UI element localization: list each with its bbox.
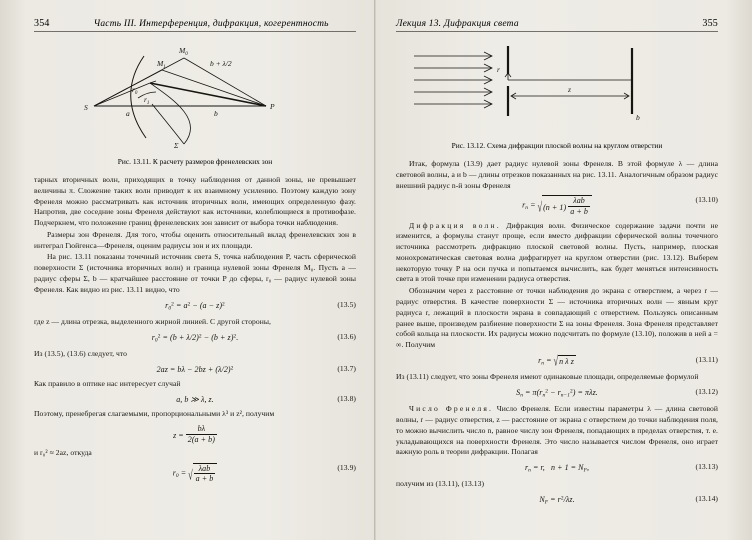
equation-13-13: $r_n = r$, $n + 1 = N_F$, (13.13) — [525, 462, 718, 474]
paragraph: Из (13.11) следует, что зоны Френеля имеют одинаковые площади, определяемые формулой — [396, 372, 699, 382]
figure-13-12 — [396, 40, 718, 136]
right-running-title: Лекция 13. Дифракция света — [396, 19, 519, 29]
paragraph: Обозначим через z расстояние от точки наблюдения до экрана с отверстием, а через r — радиус отверстия. В качестве поверхности Σ — источника вторичных волн — явным круг радиуса r, лежащий в плоскости экрана в совпадающий с отверстием. Пользуясь описанным ранее выше, произведем разбиение поверхности Σ на зоны Френеля. Зона Френеля представляет собой кольца на плоскости. Их радиусы можно подсчитать по формуле (13.10), положив в ней a = ∞. Получим — [396, 286, 718, 350]
right-head-rule — [396, 31, 718, 32]
equation-number: (13.5) — [337, 299, 356, 309]
fig-label-p: P — [270, 102, 275, 111]
fig-label-sigma: Σ — [174, 141, 179, 148]
paragraph — [396, 404, 718, 458]
paragraph-body: Дифракция волн. Физическое содержание задачи почти не изменится, а формулы станут проще, если вместо дифракции сферической волны точечного источника рассмотреть дифракцию плоской световой волны. Пусть, например, плоская монохроматическая световая волна дифрагирует на круглом отверстии (рис. 13.12). Выберем некоторую точку P на оси пучка и попытаемся вычислить, как будет меняться интенсивность света в этой точке при изменении радиуса отверстия. — [396, 220, 719, 284]
paragraph: Как правило в оптике нас интересует случай — [34, 378, 181, 388]
fig-label-z: z — [568, 85, 571, 94]
equation-13-5: $r_0^2 = a^2 - (a - z)^2$ (13.5) — [165, 299, 356, 312]
paragraph: На рис. 13.11 показаны точечный источник света S, точка наблюдения P, часть сферической поверхности Σ (источника вторичных волн) и граница нулевой зоны Френеля M₀. Пусть a — радиус сферы Σ, b — кратчайшее расстояние от точки P до сферы, r₀ — радиус нулевой зоны Френеля. Как видно из рис. 13.11 видно, что — [34, 252, 356, 294]
fig-label-r1: $r_1$ — [144, 95, 150, 106]
fig-label-r: r — [497, 65, 500, 74]
equation-z: z = $\frac{b\lambda}{2(a + b)}$ — [173, 423, 215, 444]
figure-13-11 — [34, 40, 356, 152]
left-column-text — [34, 175, 356, 484]
right-folio: 355 — [702, 18, 718, 29]
left-folio: 354 — [34, 18, 50, 29]
paragraph: тарных вторичных волн, приходящих в точку наблюдения от данной зоны, не превышает величины π. Сложение таких волн приводит к их взаимному усилению. Поэтому каждую зону Френеля можно рассматривать как источник вторичных волн, имеющих определенную фазу. Напротив, две соседние зоны Френеля действуют как источники, колеблющиеся в противофазе. Подчеркнем, что положение границ френелевских зон зависит от выбора точки наблюдения. — [34, 175, 356, 228]
figure-13-11-caption: Рис. 13.11. К расчету размеров френелевских зон — [117, 157, 273, 166]
equation-number: (13.7) — [337, 363, 356, 373]
fig-label-b: b — [636, 113, 640, 122]
run-in-heading-diffraction: Дифракция волн. — [409, 220, 501, 230]
equation-number: (13.14) — [695, 494, 718, 504]
equation-13-9: $r_0$ = √ $\frac{\text{λab}}{a + b}$ (13.9) — [172, 462, 356, 484]
equation-number: (13.12) — [695, 386, 718, 396]
fig-label-s: S — [84, 103, 88, 112]
paragraph-body: Число Френеля. Если известны параметры λ — длина световой волны, r — радиус отверстия, z — расстояние от экрана с отверстием до точки наблюдения поля, то можно вычислить число n, равное числу зон Френеля, попадающих в пределах отверстия, т. е. укладывающихся на поверхности Френеля. Это число называется числом Френеля, оно играет важную роль в теории дифракции. Полагая — [396, 404, 718, 457]
equation-number: (13.10) — [695, 195, 718, 205]
left-running-title: Часть III. Интерференция, дифракция, когерентность — [93, 19, 329, 29]
equation-13-10: $r_n = √(n + 1)$ $\frac{\text{λab}}{a + b}$ (13.10) — [522, 195, 718, 216]
fig-label-m1: $M_1$ — [157, 59, 166, 70]
fig-label-r0: $r_0$ — [132, 85, 138, 96]
fig-label-b: b — [214, 109, 218, 118]
equation-13-12: $S_n = \pi(r_n^2 - r_{n-1}^2) = \pi\lambda z$. (13.12) — [516, 386, 718, 399]
equation-13-6: $r_0^2 = (b + \lambda/2)^2 - (b + z)^2$. (13.6) — [151, 331, 356, 344]
equation-13-8: a, b ≫ λ, z. (13.8) — [176, 393, 356, 404]
equation-13-7: $2az = b\lambda - 2bz + (\lambda/2)^2$ (13.7) — [156, 363, 356, 374]
fig-label-b-lambda: b + λ/2 — [210, 59, 232, 68]
paragraph: Из (13.5), (13.6) следует, что — [34, 348, 128, 358]
figure-13-12-caption: Рис. 13.12. Схема дифракции плоской волны на круглом отверстии — [451, 141, 663, 150]
paragraph: Поэтому, пренебрегая слагаемыми, пропорциональными λ³ и z², получим — [34, 409, 275, 419]
paragraph: где z — длина отрезка, выделенного жирной линией. С другой стороны, — [34, 316, 271, 326]
left-running-head — [34, 18, 356, 29]
paragraph: Размеры зон Френеля. Для того, чтобы оценить относительный вклад френелевских зон в интеграл Гюйгенса—Френеля, оценим радиусы зон и их площади. — [34, 229, 356, 250]
fig-label-m0: $M_0$ — [179, 46, 188, 57]
left-head-rule — [34, 31, 356, 32]
equation-number: (13.9) — [337, 462, 356, 472]
equation-number: (13.6) — [337, 331, 356, 341]
right-column-text — [396, 159, 718, 507]
paragraph — [396, 221, 718, 286]
figure-13-12-drawing — [396, 40, 718, 132]
fig-label-a: a — [126, 109, 130, 118]
figure-13-11-drawing — [34, 40, 354, 148]
paragraph: и r₀² ≈ 2az, откуда — [34, 448, 92, 458]
equation-13-11: $r_n = √n$ λ z (13.11) — [538, 353, 718, 369]
equation-number: (13.8) — [337, 393, 356, 403]
paragraph: Итак, формула (13.9) дает радиус нулевой зоны Френеля. В этой формуле λ — длина световой волны, a и b — длины отрезков показанных на рис. 13.11. Аналогичным образом радиус внешний радиус n-й зоны Френеля — [396, 159, 718, 190]
equation-number: (13.11) — [695, 354, 718, 364]
right-page — [376, 0, 752, 540]
equation-13-14: $N_F = r^2/\lambda z$. (13.14) — [539, 494, 718, 506]
paragraph: получим из (13.11), (13.13) — [396, 479, 485, 489]
run-in-heading-fresnel-number: Число Френеля. — [409, 404, 494, 414]
right-running-head — [396, 18, 718, 29]
equation-number: (13.13) — [695, 462, 718, 472]
